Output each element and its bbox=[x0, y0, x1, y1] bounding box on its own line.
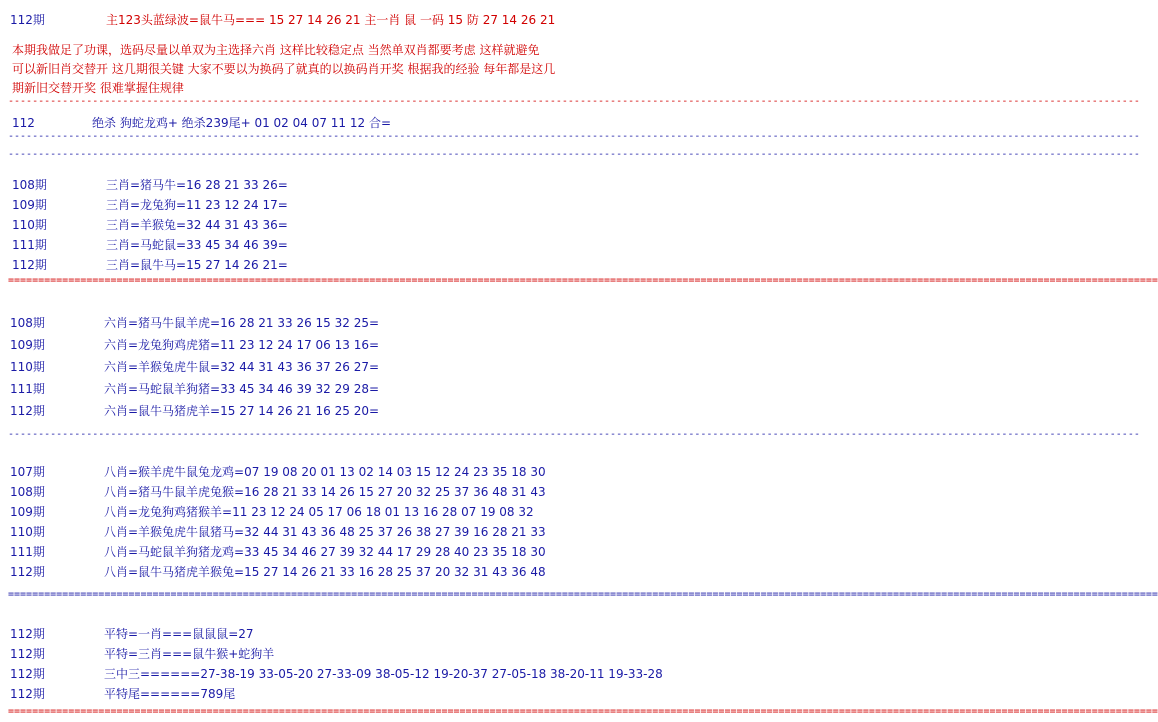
header-period: 112期 bbox=[10, 13, 45, 27]
ping-te-row: 三中三======27-38-19 33-05-20 27-33-09 38-05-12 19-20-37 27-05-18 38-20-11 19-33-28 bbox=[104, 667, 663, 681]
liu-xiao-period: 111期 bbox=[10, 382, 45, 396]
ba-xiao-row: 八肖=马蛇鼠羊狗猪龙鸡=33 45 34 46 27 39 32 44 17 29 28 40 23 35 18 30 bbox=[104, 545, 546, 559]
ba-xiao-period: 110期 bbox=[10, 525, 45, 539]
ping-te-row: 平特=三肖===鼠牛猴+蛇狗羊 bbox=[104, 647, 275, 661]
san-xiao-row: 三肖=龙兔狗=11 23 12 24 17= bbox=[106, 198, 288, 212]
ping-te-period: 112期 bbox=[10, 667, 45, 681]
san-xiao-row: 三肖=猪马牛=16 28 21 33 26= bbox=[106, 178, 288, 192]
liu-xiao-period: 110期 bbox=[10, 360, 45, 374]
ba-xiao-period: 112期 bbox=[10, 565, 45, 579]
intro-line-2: 可以新旧肖交替开 这几期很关键 大家不要以为换码了就真的以换码肖开奖 根据我的经验 每年都是这几 bbox=[12, 62, 556, 76]
separator-dashes: -------------------------------------------------------------------------------------------------------------------------------------------------------------------------------------------- bbox=[8, 149, 1140, 160]
liu-xiao-row: 六肖=龙兔狗鸡虎猪=11 23 12 24 17 06 13 16= bbox=[104, 338, 380, 352]
ba-xiao-period: 111期 bbox=[10, 545, 45, 559]
liu-xiao-row: 六肖=鼠牛马猪虎羊=15 27 14 26 21 16 25 20= bbox=[104, 404, 380, 418]
ba-xiao-row: 八肖=鼠牛马猪虎羊猴兔=15 27 14 26 21 33 16 28 25 37 20 32 31 43 36 48 bbox=[104, 565, 546, 579]
san-xiao-row: 三肖=鼠牛马=15 27 14 26 21= bbox=[106, 258, 288, 272]
san-xiao-period: 108期 bbox=[12, 178, 47, 192]
separator-equals: =============================================================================================================================================================================================== bbox=[8, 589, 1158, 600]
liu-xiao-period: 109期 bbox=[10, 338, 45, 352]
liu-xiao-row: 六肖=马蛇鼠羊狗猪=33 45 34 46 39 32 29 28= bbox=[104, 382, 380, 396]
intro-line-3: 期新旧交替开奖 很难掌握住规律 bbox=[12, 81, 184, 95]
san-xiao-period: 109期 bbox=[12, 198, 47, 212]
separator-dashes: -------------------------------------------------------------------------------------------------------------------------------------------------------------------------------------------- bbox=[8, 429, 1140, 440]
ba-xiao-row: 八肖=猴羊虎牛鼠兔龙鸡=07 19 08 20 01 13 02 14 03 15 12 24 23 35 18 30 bbox=[104, 465, 546, 479]
ping-te-row: 平特=一肖===鼠鼠鼠=27 bbox=[104, 627, 254, 641]
ba-xiao-period: 107期 bbox=[10, 465, 45, 479]
san-xiao-row: 三肖=马蛇鼠=33 45 34 46 39= bbox=[106, 238, 288, 252]
san-xiao-period: 110期 bbox=[12, 218, 47, 232]
ping-te-period: 112期 bbox=[10, 647, 45, 661]
separator-equals: =============================================================================================================================================================================================== bbox=[8, 275, 1158, 286]
intro-line-1: 本期我做足了功课，选码尽量以单双为主选择六肖 这样比较稳定点 当然单双肖都要考虑 这样就避免 bbox=[12, 43, 540, 57]
liu-xiao-period: 108期 bbox=[10, 316, 45, 330]
ping-te-row: 平特尾======789尾 bbox=[104, 687, 236, 701]
san-xiao-period: 112期 bbox=[12, 258, 47, 272]
ping-te-period: 112期 bbox=[10, 627, 45, 641]
ba-xiao-period: 109期 bbox=[10, 505, 45, 519]
liu-xiao-row: 六肖=羊猴兔虎牛鼠=32 44 31 43 36 37 26 27= bbox=[104, 360, 380, 374]
liu-xiao-row: 六肖=猪马牛鼠羊虎=16 28 21 33 26 15 32 25= bbox=[104, 316, 380, 330]
san-xiao-period: 111期 bbox=[12, 238, 47, 252]
header-text: 主123头蓝绿波=鼠牛马=== 15 27 14 26 21 主一肖 鼠 一码 15 防 27 14 26 21 bbox=[106, 13, 556, 27]
separator-dashes: -------------------------------------------------------------------------------------------------------------------------------------------------------------------------------------------- bbox=[8, 96, 1140, 107]
ba-xiao-row: 八肖=猪马牛鼠羊虎兔猴=16 28 21 33 14 26 15 27 20 32 25 37 36 48 31 43 bbox=[104, 485, 546, 499]
san-xiao-row: 三肖=羊猴兔=32 44 31 43 36= bbox=[106, 218, 288, 232]
ba-xiao-row: 八肖=龙兔狗鸡猪猴羊=11 23 12 24 05 17 06 18 01 13 16 28 07 19 08 32 bbox=[104, 505, 534, 519]
ba-xiao-period: 108期 bbox=[10, 485, 45, 499]
jue-text: 绝杀 狗蛇龙鸡+ 绝杀239尾+ 01 02 04 07 11 12 合= bbox=[92, 116, 392, 130]
jue-period: 112 bbox=[12, 116, 35, 130]
separator-equals: =============================================================================================================================================================================================== bbox=[8, 706, 1158, 717]
liu-xiao-period: 112期 bbox=[10, 404, 45, 418]
ping-te-period: 112期 bbox=[10, 687, 45, 701]
ba-xiao-row: 八肖=羊猴兔虎牛鼠猪马=32 44 31 43 36 48 25 37 26 38 27 39 16 28 21 33 bbox=[104, 525, 546, 539]
separator-dashes: -------------------------------------------------------------------------------------------------------------------------------------------------------------------------------------------- bbox=[8, 131, 1140, 142]
